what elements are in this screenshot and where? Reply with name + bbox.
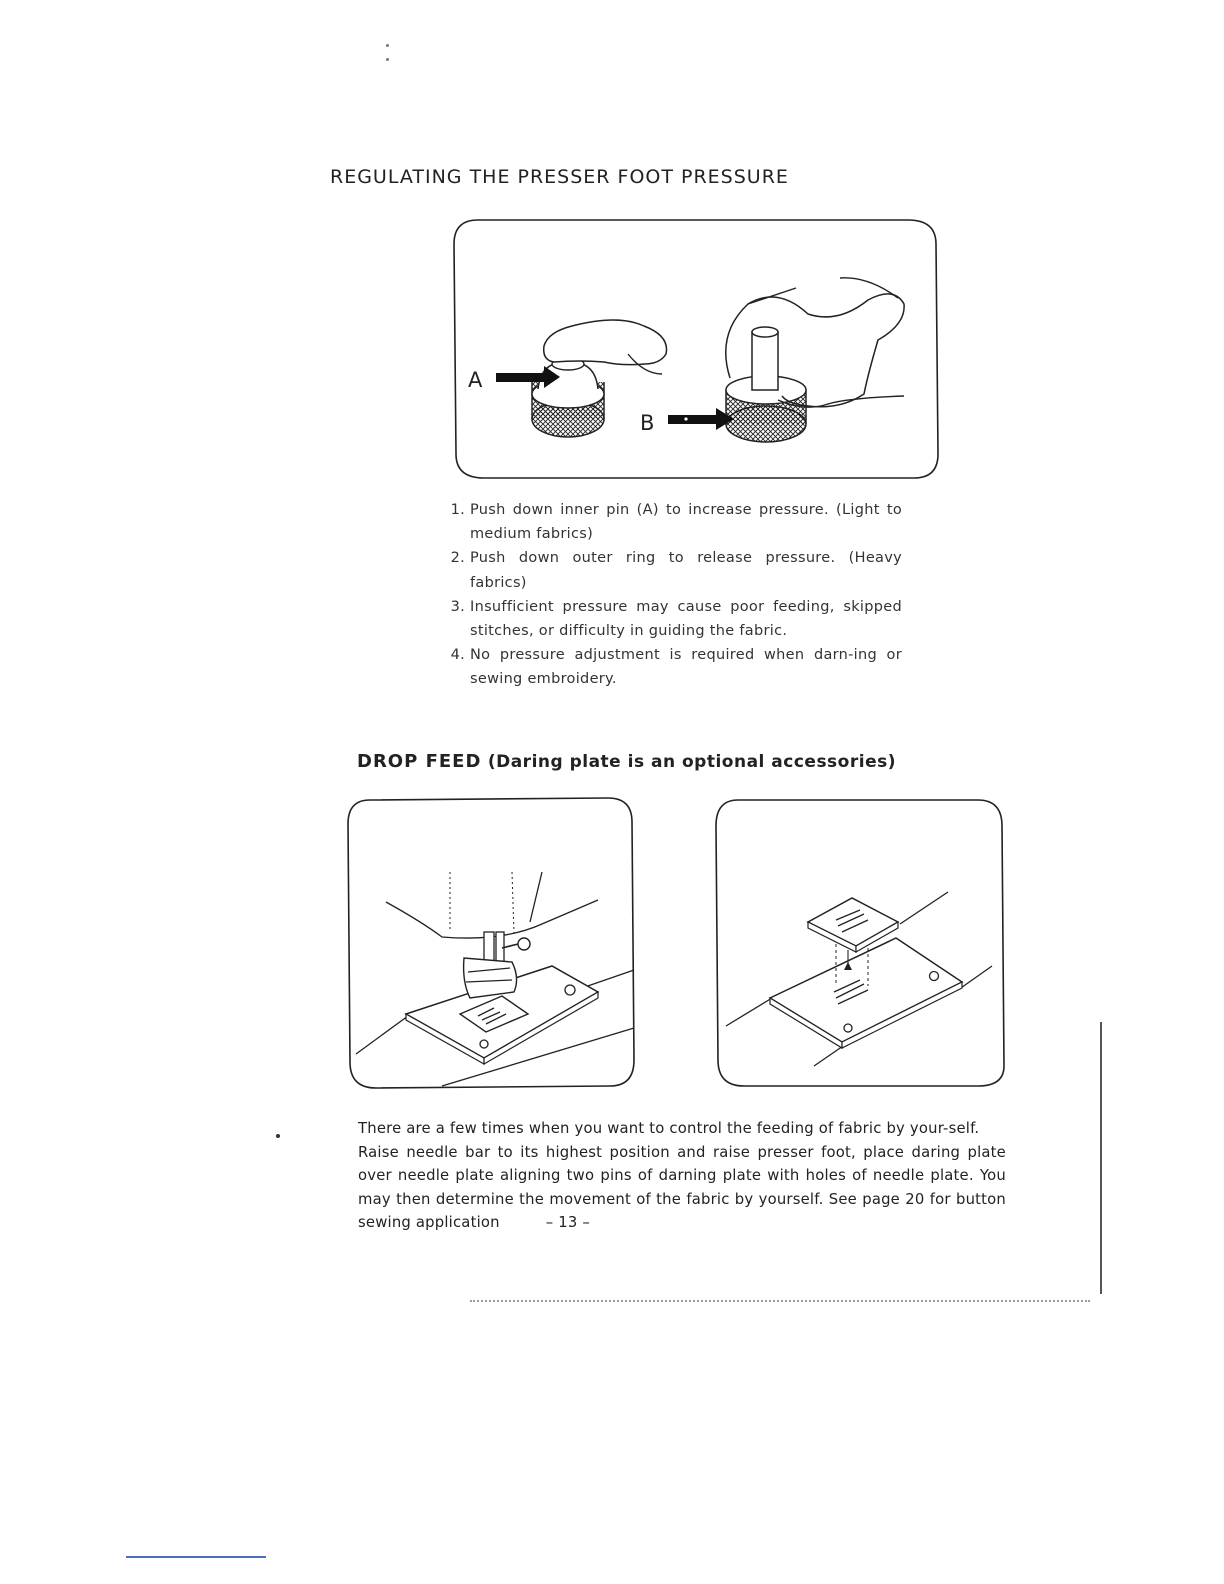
section-title-drop-feed xyxy=(357,751,896,772)
dial-b xyxy=(726,278,904,442)
section-title-presser-foot: REGULATING THE PRESSER FOOT PRESSURE xyxy=(330,166,789,188)
presser-foot-illustration xyxy=(342,792,640,1092)
scan-speck xyxy=(386,58,389,61)
label-a: A xyxy=(468,368,483,392)
list-item: 1. Push down inner pin (A) to increase pressure. (Light to medium fabrics) xyxy=(470,498,902,546)
page-number: – 13 – xyxy=(545,1214,590,1232)
pressure-steps-list xyxy=(444,498,902,692)
drop-feed-instructions xyxy=(358,1117,1006,1235)
scan-dotted-line xyxy=(470,1300,1090,1303)
label-b: B xyxy=(640,411,655,435)
instruction-text: Raise needle bar to its highest position and raise presser foot, place daring plate over needle plate aligning two pins of darning plate with holes of needle plate. You may then determine the movement of the fabric by yourself. See page 20 for button sewing application xyxy=(358,1143,1006,1232)
list-item: 4. No pressure adjustment is required when darn-ing or sewing embroidery. xyxy=(470,643,902,691)
instruction-paragraph-2 xyxy=(358,1141,1006,1235)
list-item: 3. Insufficient pressure may cause poor feeding, skipped stitches, or difficulty in guiding the fabric. xyxy=(470,595,902,643)
drop-feed-subtitle: (Daring plate is an optional accessories) xyxy=(487,752,896,772)
list-item: 2. Push down outer ring to release pressure. (Heavy fabrics) xyxy=(470,546,902,594)
darning-plate-illustration xyxy=(710,794,1008,1092)
drop-feed-heading: DROP FEED xyxy=(357,751,482,772)
scan-blue-line xyxy=(126,1556,266,1558)
scan-edge-line xyxy=(1100,1022,1102,1294)
scan-speck xyxy=(276,1134,280,1138)
figure-frame xyxy=(454,220,938,478)
scan-speck xyxy=(386,44,389,47)
instruction-paragraph-1: There are a few times when you want to control the feeding of fabric by your-self. xyxy=(358,1120,980,1137)
arrow-b xyxy=(668,408,734,430)
presser-pressure-illustration xyxy=(448,214,944,484)
